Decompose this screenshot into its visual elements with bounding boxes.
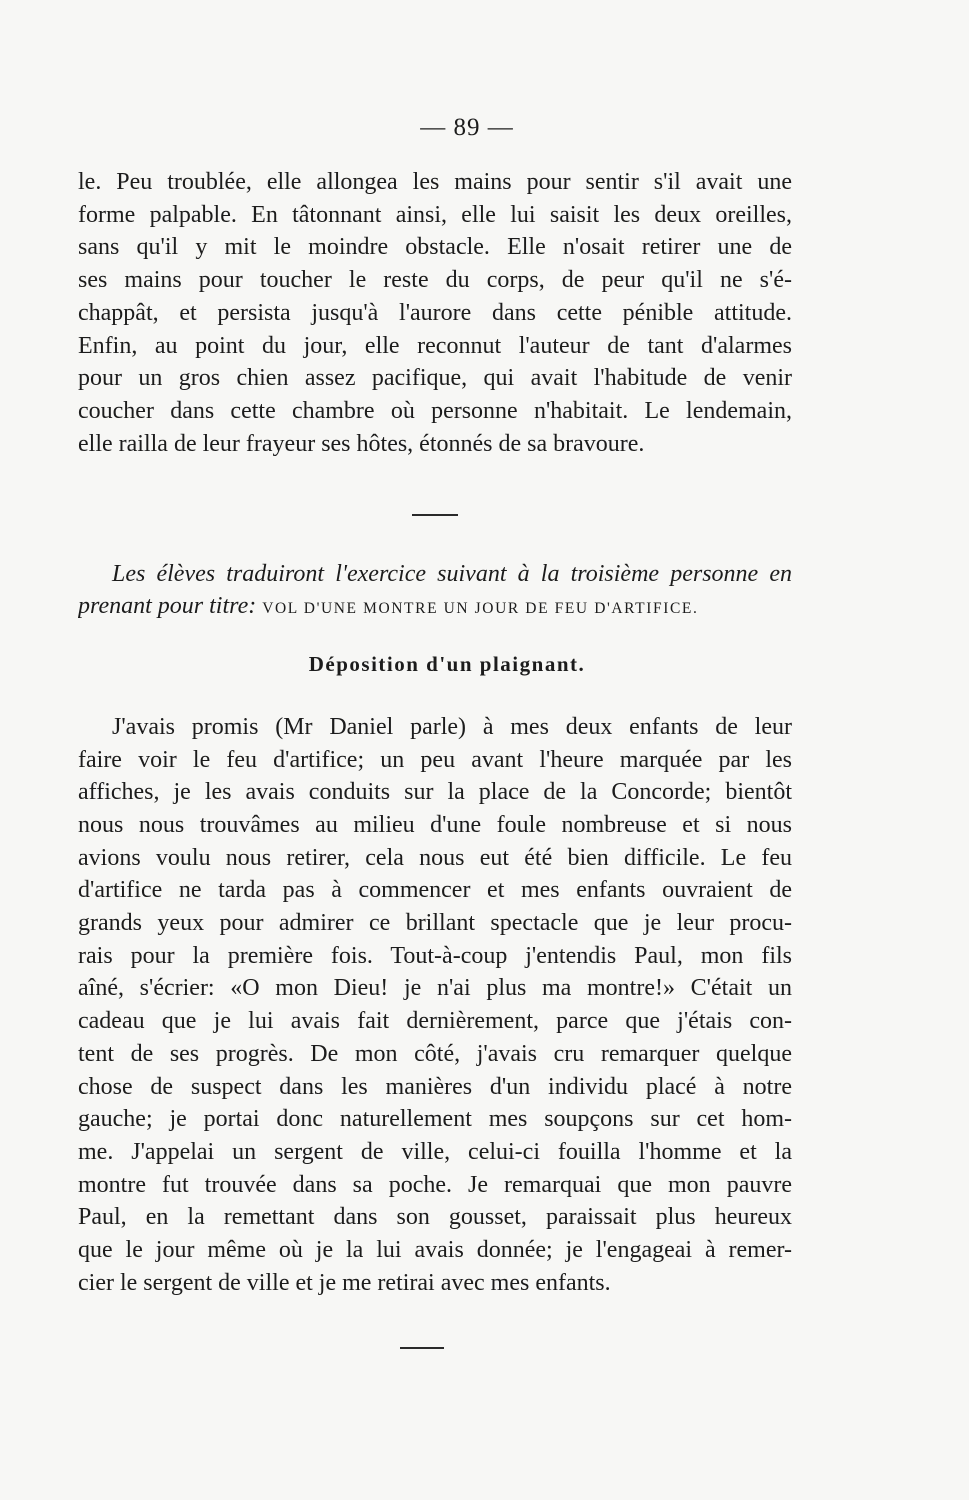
text-line: d'artifice ne tarda pas à commencer et mes enfants ouvraient de [78,877,792,904]
text-line: que le jour même où je la lui avais donnée; je l'engageai à remer- [78,1237,792,1264]
text-line: elle railla de leur frayeur ses hôtes, étonnés de sa bravoure. [78,430,645,457]
text-line: pour un gros chien assez pacifique, qui avait l'habitude de venir [78,365,792,392]
text-line: sans qu'il y mit le moindre obstacle. Elle n'osait retirer une de [78,234,792,261]
page-number: — 89 — [420,114,514,141]
text-line: coucher dans cette chambre où personne n'habitait. Le lendemain, [78,397,792,424]
text-line: cier le sergent de ville et je me retirai avec mes enfants. [78,1269,611,1296]
text-line: aîné, s'écrier: «O mon Dieu! je n'ai plus ma montre!» C'était un [78,975,792,1002]
text-line: Enfin, au point du jour, elle reconnut l'auteur de tant d'alarmes [78,332,792,359]
exercise-line [78,590,792,625]
text-line: nous nous trouvâmes au milieu d'une foule nombreuse et si nous [78,811,792,838]
paragraph-continuation [78,166,792,460]
text-line: rais pour la première fois. Tout-à-coup j'entendis Paul, mon fils [78,942,792,969]
text-line: le. Peu troublée, elle allongea les mains pour sentir s'il avait une [78,169,792,195]
text-line: grands yeux pour admirer ce brillant spectacle que je leur procu- [78,910,792,937]
text-line: faire voir le feu d'artifice; un peu avant l'heure marquée par les [78,746,792,773]
exercise-instruction [78,558,792,625]
text-line: chose de suspect dans les manières d'un individu placé à notre [78,1073,792,1100]
exercise-title: VOL D'UNE MONTRE UN JOUR DE FEU D'ARTIFICE. [262,599,699,617]
text-line: Paul, en la remettant dans son gousset, paraissait plus heureux [78,1204,792,1231]
exercise-line: Les élèves traduiront l'exercice suivant à la troisième personne en [112,560,792,587]
end-divider [400,1347,444,1349]
text-line: J'avais promis (Mr Daniel parle) à mes deux enfants de leur [112,713,792,740]
book-page [78,108,792,1349]
exercise-title-prefix: prenant pour titre: [78,592,257,619]
text-line: me. J'appelai un sergent de ville, celui-ci fouilla l'homme et la [78,1138,792,1165]
text-line: chappât, et persista jusqu'à l'aurore dans cette pénible attitude. [78,299,792,326]
text-line: montre fut trouvée dans sa poche. Je remarquai que mon pauvre [78,1171,792,1198]
text-line: gauche; je portai donc naturellement mes soupçons sur cet hom- [78,1106,792,1133]
section-divider [412,514,458,516]
text-line: avions voulu nous retirer, cela nous eut été bien difficile. Le feu [78,844,792,871]
text-line: tent de ses progrès. De mon côté, j'avais cru remarquer quelque [78,1040,792,1067]
section-title: Déposition d'un plaignant. [308,651,586,676]
text-line: affiches, je les avais conduits sur la place de la Concorde; bientôt [78,779,792,806]
text-line: forme palpable. En tâtonnant ainsi, elle lui saisit les deux oreilles, [78,201,792,228]
text-line: cadeau que je lui avais fait dernièrement, parce que j'étais con- [78,1008,792,1035]
text-line: ses mains pour toucher le reste du corps, de peur qu'il ne s'é- [78,267,792,294]
paragraph-deposition [78,711,792,1300]
